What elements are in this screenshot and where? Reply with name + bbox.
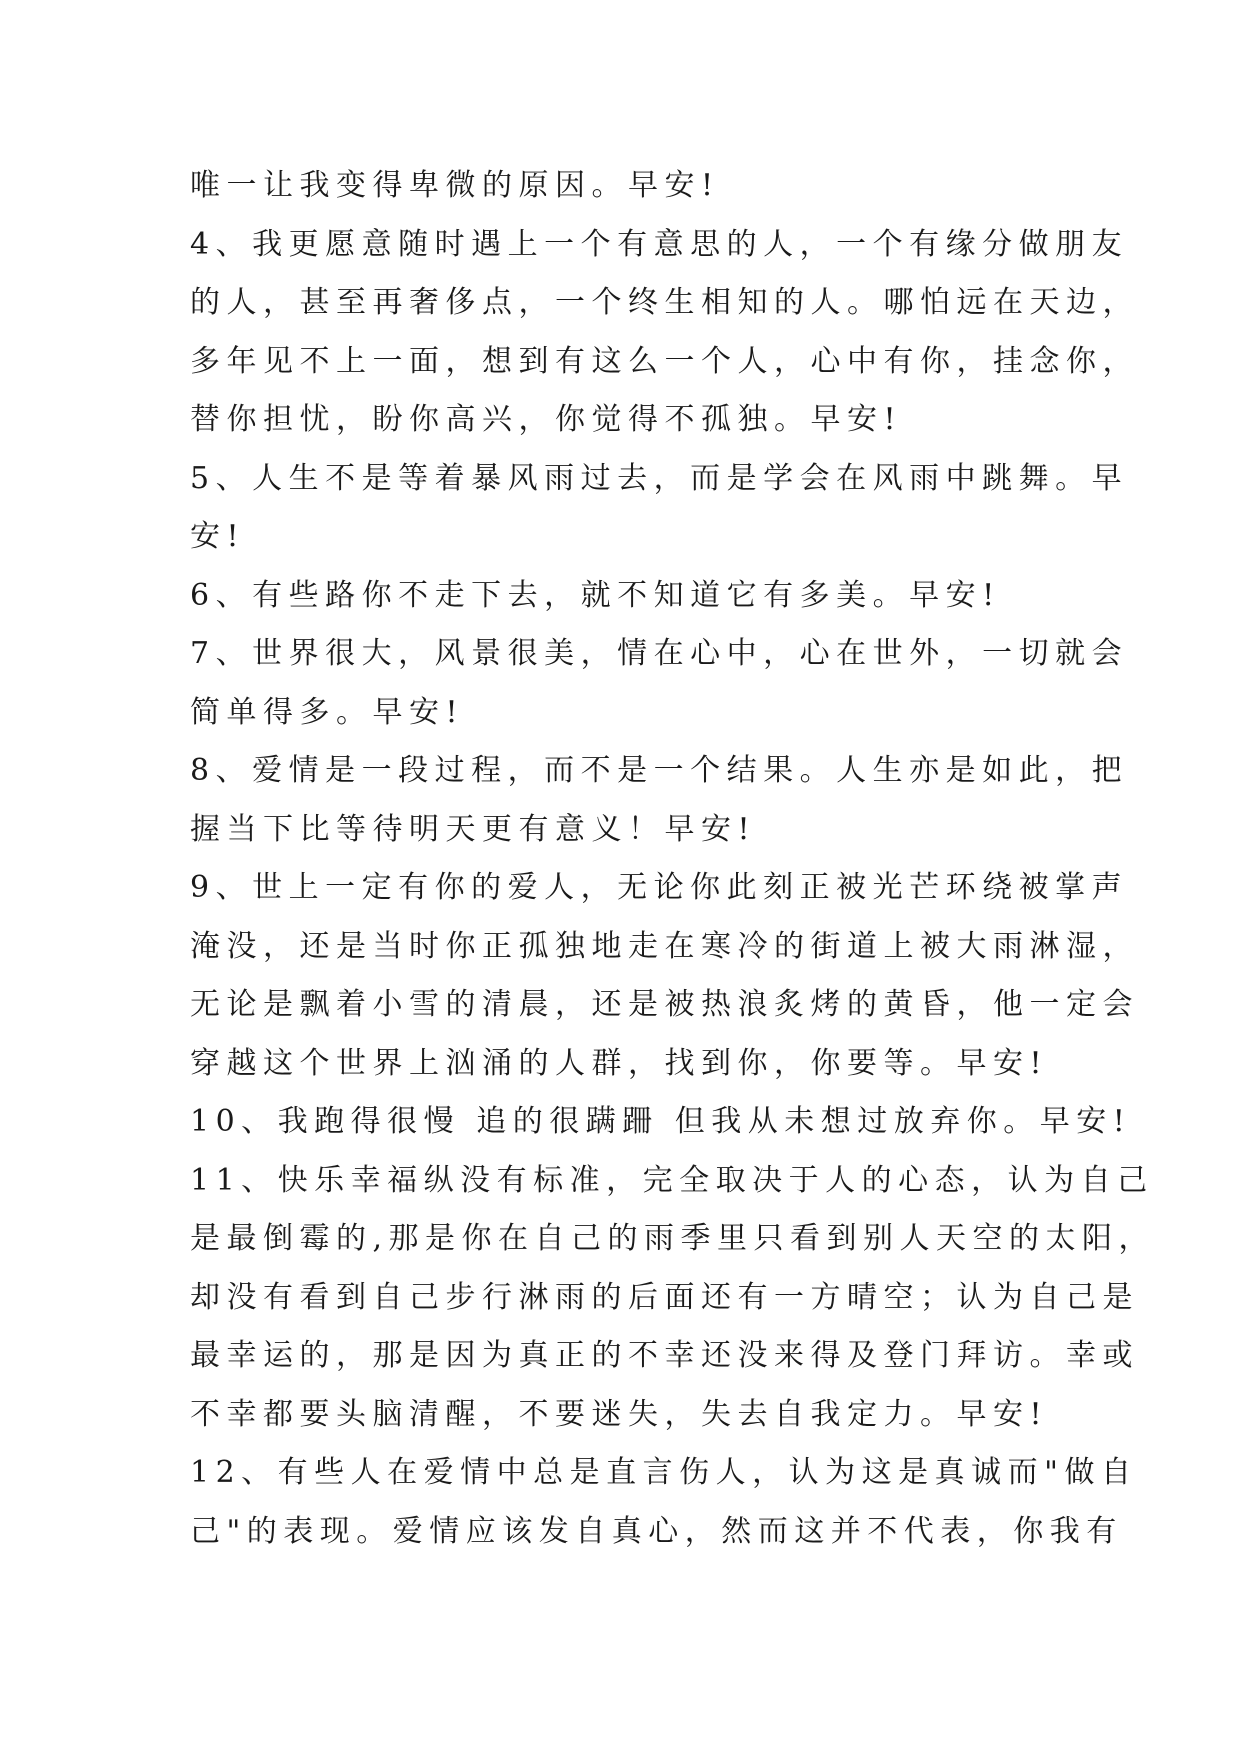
text-line: 穿越这个世界上汹涌的人群，找到你，你要等。早安! [190, 1045, 1049, 1081]
text-line: 多年见不上一面，想到有这么一个人，心中有你，挂念你， [190, 343, 1139, 379]
text-line: 4、我更愿意随时遇上一个有意思的人，一个有缘分做朋友 [190, 226, 1129, 262]
text-line: 己"的表现。爱情应该发自真心，然而这并不代表，你我有 [190, 1513, 1123, 1549]
text-line: 的人，甚至再奢侈点，一个终生相知的人。哪怕远在天边， [190, 285, 1139, 320]
text-line: 最幸运的，那是因为真正的不幸还没来得及登门拜访。幸或 [190, 1338, 1139, 1373]
text-line: 不幸都要头脑清醒，不要迷失，失去自我定力。早安! [190, 1396, 1049, 1432]
text-line: 10、我跑得很慢 追的很蹒跚 但我从未想过放弃你。早安! [190, 1104, 1132, 1139]
text-line: 5、人生不是等着暴风雨过去，而是学会在风雨中跳舞。早 [190, 460, 1129, 496]
text-line: 淹没，还是当时你正孤独地走在寒冷的街道上被大雨淋湿， [190, 928, 1139, 964]
text-line: 11、快乐幸福纵没有标准，完全取决于人的心态，认为自己 [190, 1162, 1154, 1198]
text-line: 无论是飘着小雪的清晨，还是被热浪炙烤的黄昏，他一定会 [190, 987, 1139, 1022]
document-body [190, 157, 1156, 1561]
text-line: 是最倒霉的,那是你在自己的雨季里只看到别人天空的太阳， [190, 1221, 1156, 1256]
text-line: 唯一让我变得卑微的原因。早安! [190, 168, 720, 203]
text-line: 8、爱情是一段过程，而不是一个结果。人生亦是如此，把 [190, 753, 1129, 788]
text-line: 却没有看到自己步行淋雨的后面还有一方晴空；认为自己是 [190, 1279, 1139, 1315]
text-line: 9、世上一定有你的爱人，无论你此刻正被光芒环绕被掌声 [190, 870, 1129, 905]
text-line: 安! [190, 519, 246, 554]
text-line: 简单得多。早安! [190, 694, 465, 730]
text-line: 6、有些路你不走下去，就不知道它有多美。早安! [190, 577, 1001, 613]
text-line: 7、世界很大，风景很美，情在心中，心在世外，一切就会 [190, 636, 1129, 671]
text-line: 12、有些人在爱情中总是直言伤人，认为这是真诚而"做自 [190, 1455, 1138, 1490]
text-line: 替你担忧，盼你高兴，你觉得不孤独。早安! [190, 402, 903, 437]
text-line: 握当下比等待明天更有意义！早安! [190, 811, 757, 847]
